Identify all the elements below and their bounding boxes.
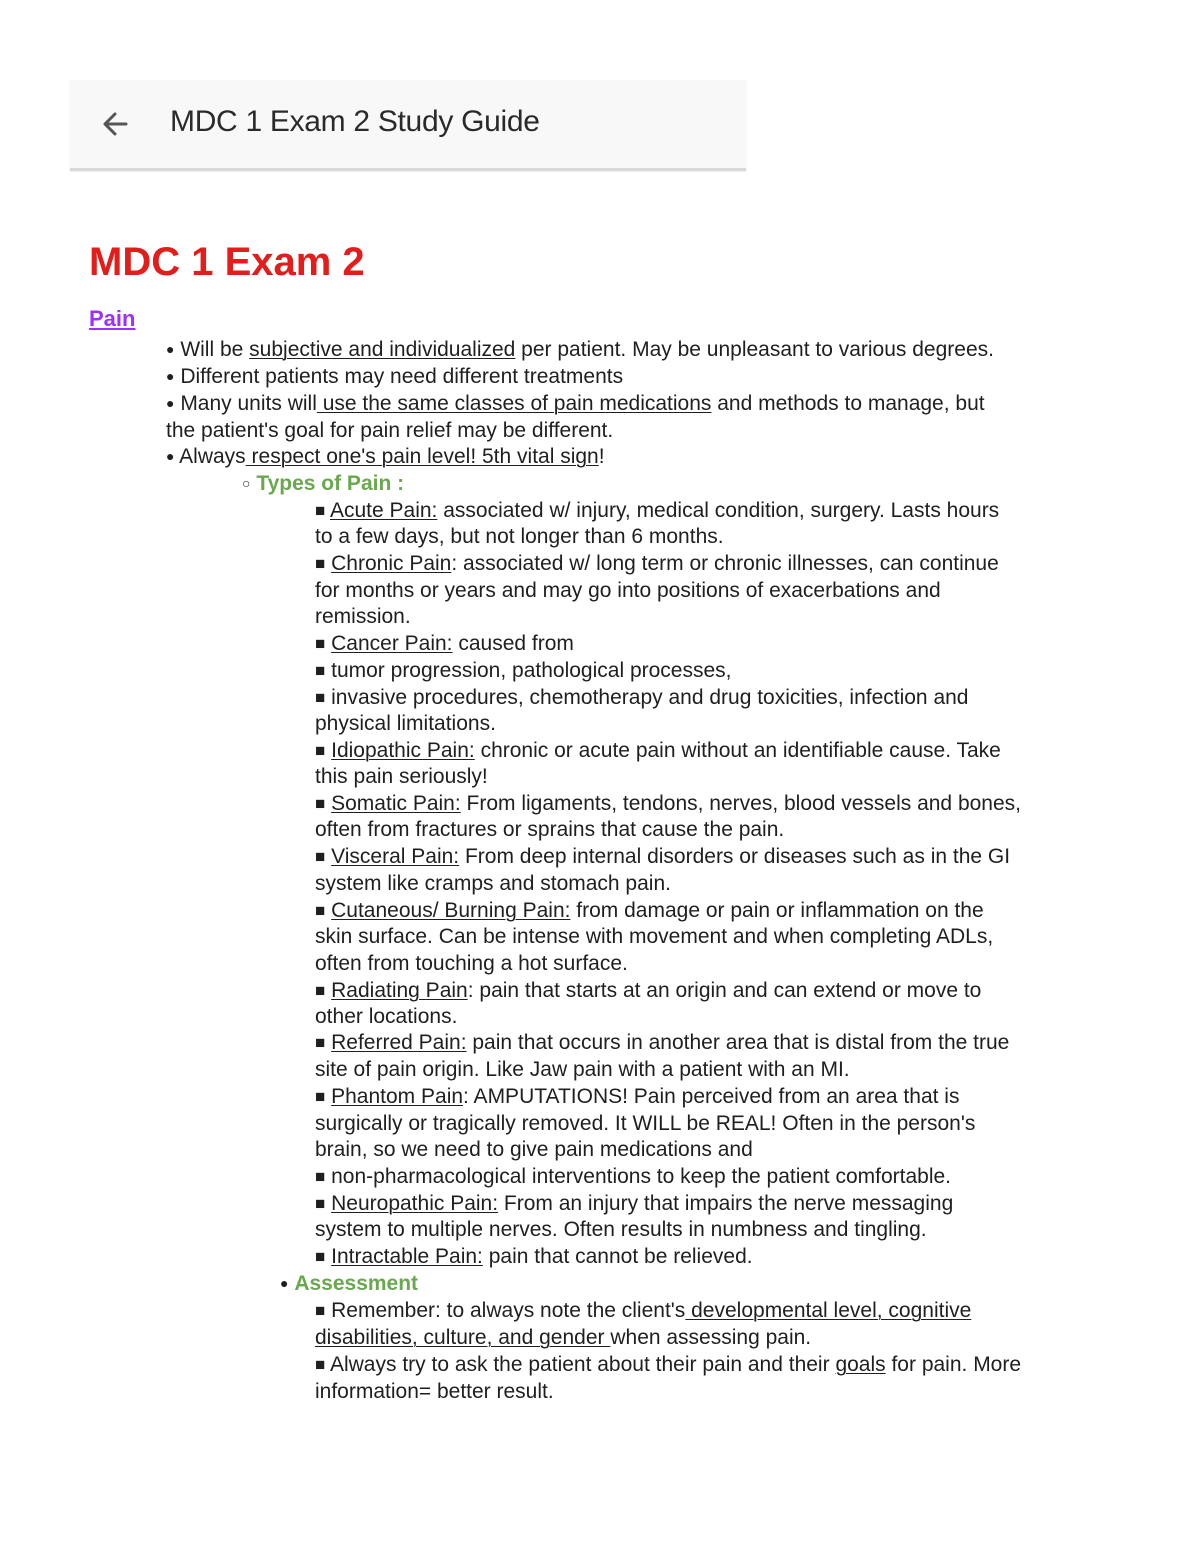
bullet-dot-icon: ● — [166, 395, 175, 411]
bullet-dot-icon: ● — [166, 341, 175, 357]
type-visceral: ■ Visceral Pain: From deep internal disorders or diseases such as in the GI — [315, 845, 1011, 868]
type-invasive-cont: physical limitations. — [315, 712, 496, 735]
bullet-dot-icon: ● — [166, 368, 175, 384]
square-bullet-icon: ■ — [315, 981, 326, 1000]
type-visceral-cont: system like cramps and stomach pain. — [315, 872, 671, 895]
type-radiating: ■ Radiating Pain: pain that starts at an origin and can extend or move to — [315, 979, 982, 1002]
type-idiopathic: ■ Idiopathic Pain: chronic or acute pain without an identifiable cause. Take — [315, 739, 1001, 762]
square-bullet-icon: ■ — [315, 1167, 326, 1186]
type-cutaneous: ■ Cutaneous/ Burning Pain: from damage or pain or inflammation on the — [315, 899, 984, 922]
square-bullet-icon: ■ — [315, 1301, 326, 1320]
type-intractable: ■ Intractable Pain: pain that cannot be relieved. — [315, 1245, 753, 1268]
assessment-ask-cont: information= better result. — [315, 1380, 554, 1403]
type-acute-cont: to a few days, but not longer than 6 months. — [315, 525, 724, 548]
bullet-medications: ● Many units will use the same classes of pain medications and methods to manage, but — [166, 392, 985, 415]
type-neuropathic: ■ Neuropathic Pain: From an injury that impairs the nerve messaging — [315, 1192, 954, 1215]
type-cutaneous-cont: skin surface. Can be intense with movement and when completing ADLs, — [315, 925, 994, 948]
square-bullet-icon: ■ — [315, 501, 326, 520]
square-bullet-icon: ■ — [315, 1194, 326, 1213]
bullet-dot-icon: ● — [166, 448, 175, 464]
bullet-medications-cont: the patient's goal for pain relief may be different. — [166, 419, 614, 442]
app-bar — [70, 80, 746, 171]
square-bullet-icon: ■ — [315, 1087, 326, 1106]
square-bullet-icon: ■ — [315, 794, 326, 813]
square-bullet-icon: ■ — [315, 741, 326, 760]
type-somatic: ■ Somatic Pain: From ligaments, tendons, nerves, blood vessels and bones, — [315, 792, 1021, 815]
bullet-treatments: ● Different patients may need different treatments — [166, 365, 624, 388]
type-invasive: ■ invasive procedures, chemotherapy and drug toxicities, infection and — [315, 686, 969, 709]
square-bullet-icon: ■ — [315, 847, 326, 866]
type-chronic-cont: for months or years and may go into positions of exacerbations and — [315, 579, 941, 602]
square-bullet-icon: ■ — [315, 901, 326, 920]
types-heading: ○ Types of Pain : — [242, 472, 405, 495]
type-radiating-cont: other locations. — [315, 1005, 458, 1028]
assessment-remember: ■ Remember: to always note the client's developmental level, cognitive — [315, 1299, 972, 1322]
square-bullet-icon: ■ — [315, 688, 326, 707]
section-title-pain[interactable]: Pain — [89, 306, 136, 331]
square-bullet-icon: ■ — [315, 661, 326, 680]
type-chronic: ■ Chronic Pain: associated w/ long term or chronic illnesses, can continue — [315, 552, 999, 575]
square-bullet-icon: ■ — [315, 634, 326, 653]
type-neuropathic-cont: system to multiple nerves. Often results in numbness and tingling. — [315, 1218, 927, 1241]
type-acute: ■ Acute Pain: associated w/ injury, medical condition, surgery. Lasts hours — [315, 499, 1000, 522]
assessment-ask: ■ Always try to ask the patient about their pain and their goals for pain. More — [315, 1353, 1022, 1376]
square-bullet-icon: ■ — [315, 1247, 326, 1266]
type-cancer: ■ Cancer Pain: caused from — [315, 632, 574, 655]
type-idiopathic-cont: this pain seriously! — [315, 765, 488, 788]
document-title: MDC 1 Exam 2 — [89, 240, 365, 284]
type-cutaneous-cont2: often from touching a hot surface. — [315, 952, 628, 975]
type-somatic-cont: often from fractures or sprains that cause the pain. — [315, 818, 785, 841]
type-phantom: ■ Phantom Pain: AMPUTATIONS! Pain perceived from an area that is — [315, 1085, 960, 1108]
assessment-heading: ● Assessment — [280, 1272, 419, 1295]
assessment-remember-cont: disabilities, culture, and gender when assessing pain. — [315, 1326, 812, 1349]
app-title: MDC 1 Exam 2 Study Guide — [170, 105, 540, 138]
type-referred: ■ Referred Pain: pain that occurs in another area that is distal from the true — [315, 1031, 1010, 1054]
bullet-respect: ● Always respect one's pain level! 5th vital sign! — [166, 445, 605, 468]
bullet-subjective: ● Will be subjective and individualized per patient. May be unpleasant to various degrees. — [166, 338, 994, 361]
type-tumor: ■ tumor progression, pathological processes, — [315, 659, 732, 682]
square-bullet-icon: ■ — [315, 554, 326, 573]
bullet-dot-icon: ● — [280, 1275, 289, 1291]
arrow-left-icon[interactable] — [96, 104, 136, 144]
type-nonpharm: ■ non-pharmacological interventions to keep the patient comfortable. — [315, 1165, 951, 1188]
type-phantom-cont2: brain, so we need to give pain medications and — [315, 1138, 753, 1161]
square-bullet-icon: ■ — [315, 1033, 326, 1052]
type-chronic-cont2: remission. — [315, 605, 411, 628]
type-referred-cont: site of pain origin. Like Jaw pain with a patient with an MI. — [315, 1058, 850, 1081]
circle-bullet-icon: ○ — [242, 475, 251, 491]
type-phantom-cont: surgically or tragically removed. It WILL be REAL! Often in the person's — [315, 1112, 976, 1135]
square-bullet-icon: ■ — [315, 1355, 326, 1374]
